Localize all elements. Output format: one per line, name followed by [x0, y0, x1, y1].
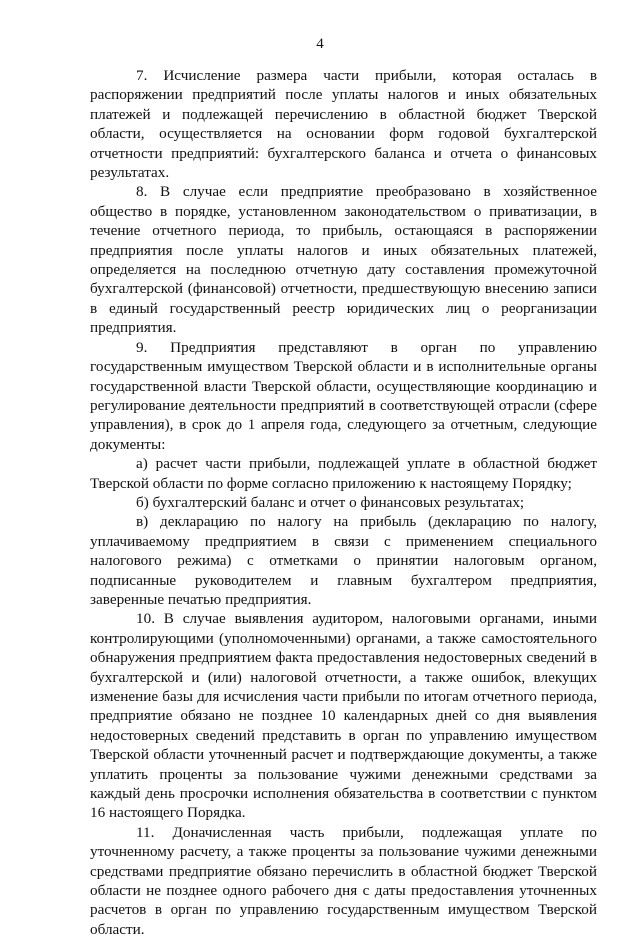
document-body — [90, 66, 597, 939]
page-number: 4 — [316, 36, 324, 52]
paragraph-9b: б) бухгалтерский баланс и отчет о финансовых результатах; — [136, 493, 525, 511]
paragraph-10: 10. В случае выявления аудитором, налоговыми органами, иными контролирующими (уполномоченными) органами, а также самостоятельного обнаружения предприятием факта предоставления недостоверных сведений в бухгалтерской и (или) налоговой отчетности, а также ошибок, влекущих изменение базы для исчисления части прибыли по итогам отчетного периода, предприятие обязано не позднее 10 календарных дней со дня выявления недостоверных сведений представить в орган по управлению имуществом Тверской области уточненный расчет и подтверждающие документы, а также уплатить проценты за пользование чужими денежными средствами за каждый день просрочки исполнения обязательства в соответствии с пунктом 16 настоящего Порядка. — [90, 610, 597, 822]
paragraph-8: 8. В случае если предприятие преобразовано в хозяйственное общество в порядке, установленном законодательством о приватизации, в течение отчетного периода, то прибыль, остающаяся в распоряжении предприятия после уплаты налогов и иных обязательных платежей, определяется на последнюю отчетную дату составления промежуточной бухгалтерской (финансовой) отчетности, предшествующую внесению записи в единый государственный реестр юридических лиц о реорганизации предприятия. — [90, 183, 597, 337]
paragraph-9: 9. Предприятия представляют в орган по управлению государственным имуществом Тверской области и в исполнительные органы государственной власти Тверской области, осуществляющие координацию и регулирование деятельности предприятий в соответствующей отрасли (сфере управления), в срок до 1 апреля года, следующего за отчетным, следующие документы: — [90, 338, 597, 453]
paragraph-9a: а) расчет части прибыли, подлежащей уплате в областной бюджет Тверской области по форме согласно приложению к настоящему Порядку; — [90, 455, 597, 492]
paragraph-11: 11. Доначисленная часть прибыли, подлежащая уплате по уточненному расчету, а также проценты за пользование чужими денежными средствами предприятие обязано перечислить в областной бюджет Тверской области не позднее одного рабочего дня с даты предоставления уточненных расчетов в орган по управлению государственным имуществом Тверской области. — [90, 823, 597, 938]
paragraph-9v: в) декларацию по налогу на прибыль (декларацию по налогу, уплачиваемому предприятием в связи с применением специального налогового режима) с отметками о принятии налоговым органом, подписанные руководителем и главным бухгалтером предприятия, заверенные печатью предприятия. — [90, 513, 597, 608]
paragraph-7: 7. Исчисление размера части прибыли, которая осталась в распоряжении предприятий после уплаты налогов и иных обязательных платежей и подлежащей перечислению в областной бюджет Тверской области, осуществляется на основании форм годовой бухгалтерской отчетности предприятий: бухгалтерского баланса и отчета о финансовых результатах. — [90, 67, 597, 182]
